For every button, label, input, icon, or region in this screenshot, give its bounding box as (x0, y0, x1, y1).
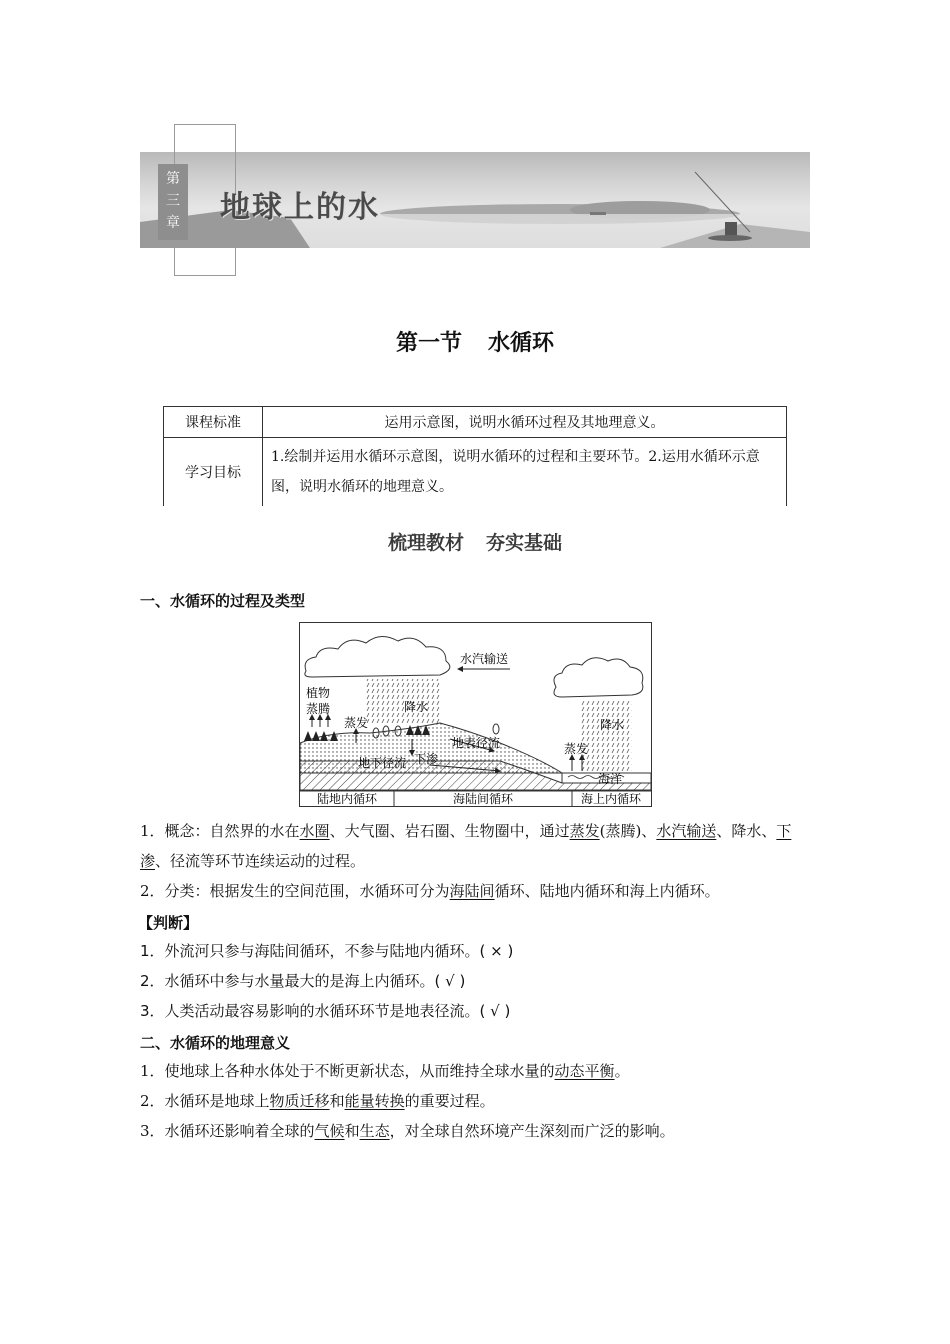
cloud-land-icon (305, 636, 450, 677)
part2-heading: 二、水循环的地理意义 (140, 1034, 291, 1052)
label-plant: 植物 (306, 686, 331, 700)
text: 和 (344, 1122, 360, 1140)
text: 。 (614, 1062, 630, 1080)
cloud-sea-icon (554, 658, 643, 697)
table-row (164, 438, 787, 507)
chapter-number-tab (158, 164, 188, 240)
table-row (164, 407, 787, 438)
answer: 物质迁移 (269, 1092, 330, 1110)
text: 循环、陆地内循环和海上内循环。 (494, 882, 720, 900)
part1-heading: 一、水循环的过程及类型 (140, 592, 306, 610)
text: 、降水、 (716, 822, 777, 840)
section-name: 水循环 (488, 331, 555, 356)
section-heading (0, 528, 950, 555)
part1-concept (140, 816, 810, 876)
water-cycle-diagram (299, 622, 652, 807)
judgement-item: 3．人类活动最容易影响的水循环环节是地表径流。( √ ) (140, 1002, 511, 1020)
table-value: 运用示意图，说明水循环过程及其地理意义。 (263, 407, 787, 438)
text: (蒸腾)、 (599, 822, 657, 840)
answer: 生态 (359, 1122, 390, 1140)
label-evaporation-sea: 蒸发 (564, 742, 589, 756)
answer: 气候 (314, 1122, 345, 1140)
footer-sea-cycle: 海上内循环 (580, 792, 642, 806)
part2-item (140, 1056, 810, 1086)
judgement-item: 2．水循环中参与水量最大的是海上内循环。( √ ) (140, 972, 466, 990)
answer: 水汽输送 (656, 822, 717, 840)
label-precipitation-sea: 降水 (600, 718, 625, 732)
chapter-char: 章 (166, 215, 180, 231)
section-heading-right: 夯实基础 (486, 532, 563, 554)
part2-item (140, 1116, 810, 1146)
label-infiltration: 下渗 (414, 752, 439, 766)
text: 的重要过程。 (404, 1092, 495, 1110)
text: ，对全球自然环境产生深刻而广泛的影响。 (389, 1122, 675, 1140)
label-surface-runoff: 地表径流 (452, 736, 501, 750)
text: 、大气圈、岩石圈、生物圈中，通过 (329, 822, 570, 840)
table-label: 课程标准 (164, 407, 263, 438)
answer: 海陆间 (449, 882, 495, 900)
label-transpiration: 蒸腾 (306, 702, 331, 716)
judgement-item: 1．外流河只参与海陆间循环，不参与陆地内循环。( × ) (140, 942, 514, 960)
section-number: 第一节 (395, 331, 462, 356)
text: 2．水循环是地球上 (140, 1092, 270, 1110)
part1-classification (140, 876, 810, 906)
text: 和 (329, 1092, 345, 1110)
rain-sea-area (580, 699, 632, 781)
answer: 蒸发 (569, 822, 600, 840)
footer-sea-land-cycle: 海陆间循环 (452, 792, 514, 806)
curriculum-standards-table (163, 406, 787, 506)
text: 2．分类：根据发生的空间范围，水循环可分为 (140, 882, 450, 900)
label-groundwater-runoff: 地下径流 (358, 756, 407, 770)
label-evaporation-land: 蒸发 (344, 716, 369, 730)
text: 1．概念：自然界的水在 (140, 822, 300, 840)
chapter-char: 三 (166, 193, 180, 209)
answer: 能量转换 (344, 1092, 405, 1110)
part2-item (140, 1086, 810, 1116)
table-value: 1.绘制并运用水循环示意图，说明水循环的过程和主要环节。2.运用水循环示意图，说明水循环的地理意义。 (263, 438, 787, 507)
table-label: 学习目标 (164, 438, 263, 507)
chapter-char: 第 (166, 171, 180, 187)
footer-land-cycle: 陆地内循环 (316, 792, 378, 806)
chapter-title: 地球上的水 (220, 190, 380, 225)
rain-land-area (366, 679, 440, 723)
text: 3．水循环还影响着全球的 (140, 1122, 315, 1140)
label-precipitation-land: 降水 (404, 700, 429, 714)
section-title (0, 326, 950, 357)
text: 1．使地球上各种水体处于不断更新状态，从而维持全球水量的 (140, 1062, 555, 1080)
answer: 动态平衡 (554, 1062, 615, 1080)
answer: 水圈 (299, 822, 330, 840)
section-heading-left: 梳理教材 (387, 532, 464, 554)
label-ocean: 海洋 (598, 772, 623, 786)
answer: 下渗 (140, 822, 792, 870)
text: 、径流等环节连续运动的过程。 (155, 852, 366, 870)
label-vapor-transport: 水汽输送 (460, 652, 509, 666)
judgement-title: 【判断】 (138, 914, 199, 932)
